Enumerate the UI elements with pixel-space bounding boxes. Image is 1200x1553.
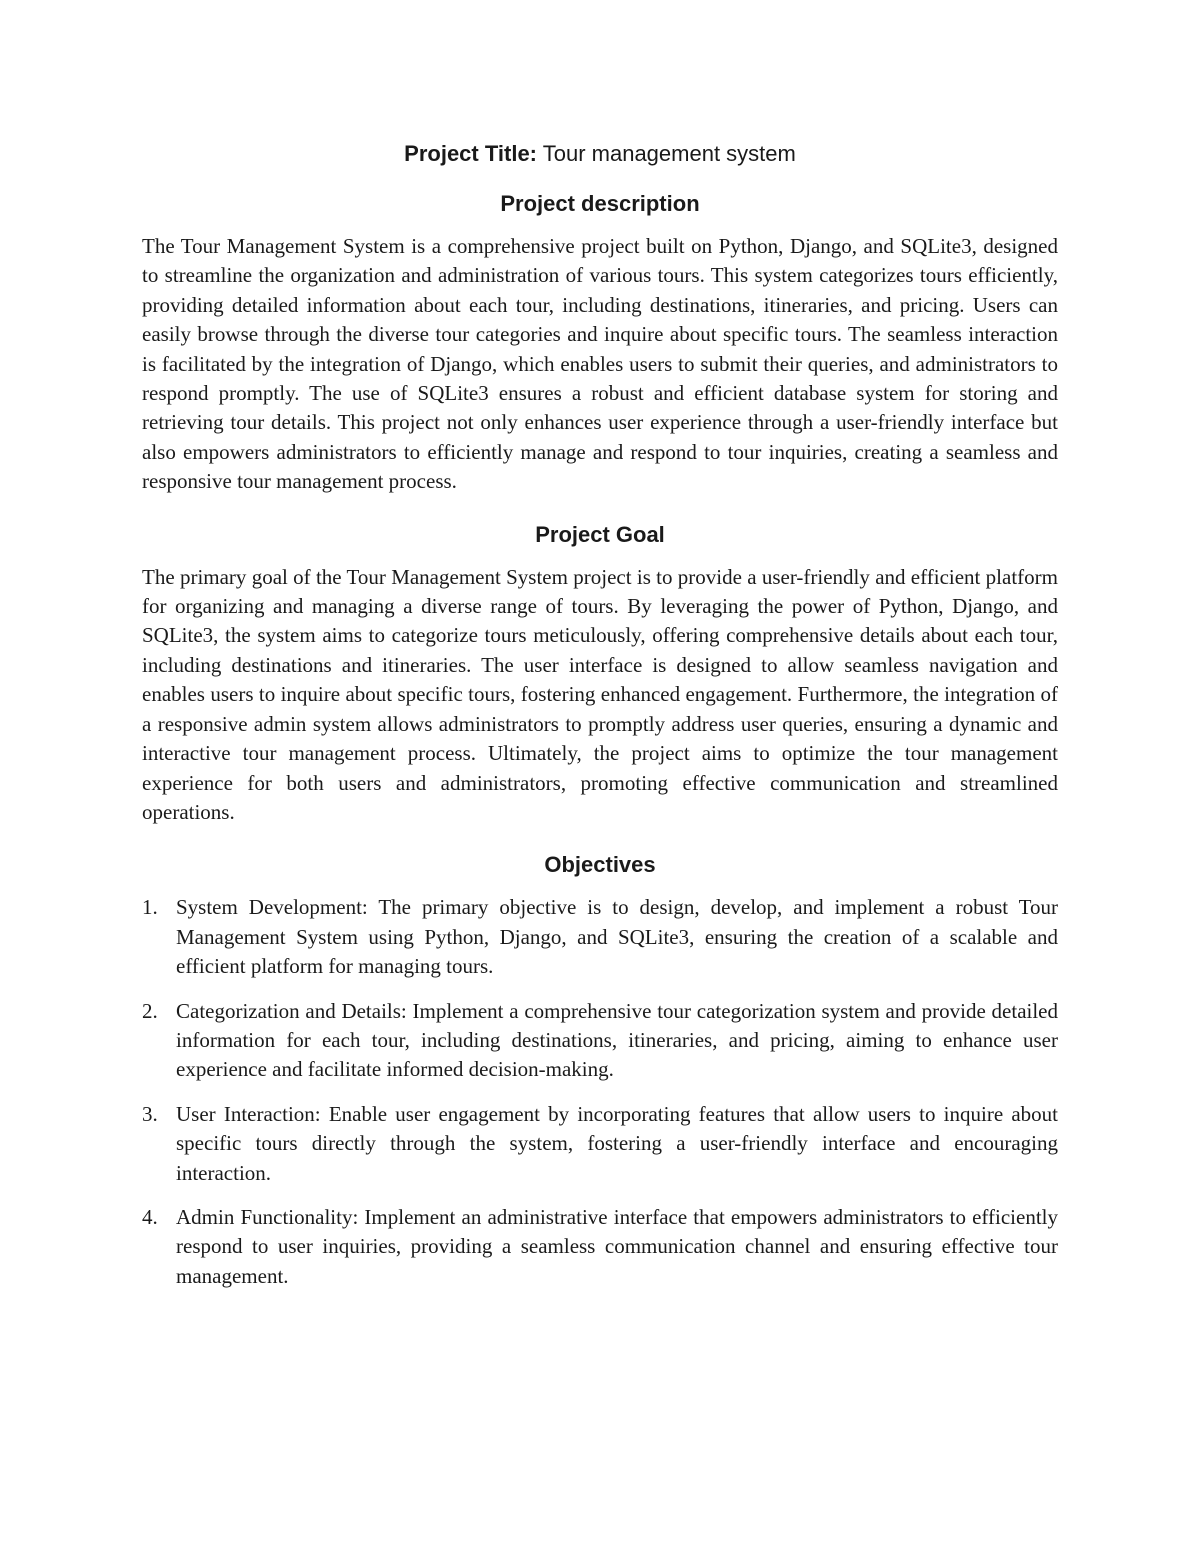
objectives-section bbox=[142, 849, 1058, 1291]
project-title-value: Tour management system bbox=[542, 141, 796, 166]
objective-number: 4. bbox=[142, 1204, 158, 1229]
objective-item bbox=[142, 893, 1058, 981]
objective-item bbox=[142, 997, 1058, 1085]
project-description-text: The Tour Management System is a comprehensive project built on Python, Django, and SQLite3, designed to streamline the organization and administration of various tours. This system categorizes tours efficiently, providing detailed information about each tour, including destinations, itineraries, and pricing. Users can easily browse through the diverse tour categories and inquire about specific tours. The seamless interaction is facilitated by the integration of Django, which enables users to submit their queries, and administrators to respond promptly. The use of SQLite3 ensures a robust and efficient database system for storing and retrieving tour details. This project not only enhances user experience through a user-friendly interface but also empowers administrators to efficiently manage and respond to tour inquiries, creating a seamless and responsive tour management process. bbox=[142, 234, 1058, 494]
project-description-section bbox=[142, 188, 1058, 497]
objectives-list bbox=[142, 893, 1058, 1291]
document-page bbox=[142, 138, 1058, 1306]
project-goal-heading: Project Goal bbox=[535, 521, 665, 547]
objectives-heading: Objectives bbox=[544, 852, 656, 878]
objective-item bbox=[142, 1100, 1058, 1188]
project-goal-text: The primary goal of the Tour Management System project is to provide a user-friendly and efficient platform for organizing and managing a diverse range of tours. By leveraging the power of Python, Django, and SQLite3, the system aims to categorize tours meticulously, offering comprehensive details about each tour, including destinations and itineraries. The user interface is designed to allow seamless navigation and enables users to inquire about specific tours, fostering enhanced engagement. Furthermore, the integration of a responsive admin system allows administrators to promptly address user queries, ensuring a dynamic and interactive tour management process. Ultimately, the project aims to optimize the tour management experience for both users and administrators, promoting effective communication and streamlined operations. bbox=[142, 564, 1058, 824]
objective-number: 2. bbox=[142, 998, 158, 1023]
objective-text: Admin Functionality: Implement an administrative interface that empowers administrators to efficiently respond to user inquiries, providing a seamless communication channel and ensuring effective tour management. bbox=[176, 1204, 1058, 1288]
objective-text: User Interaction: Enable user engagement by incorporating features that allow users to inquire about specific tours directly through the system, fostering a user-friendly interface and encouraging interaction. bbox=[176, 1101, 1058, 1185]
objective-number: 3. bbox=[142, 1101, 158, 1126]
objective-text: System Development: The primary objective is to design, develop, and implement a robust Tour Management System using Python, Django, and SQLite3, ensuring the creation of a scalable and efficient platform for managing tours. bbox=[176, 895, 1058, 979]
objective-number: 1. bbox=[142, 895, 158, 920]
project-goal-section bbox=[142, 519, 1058, 828]
objective-text: Categorization and Details: Implement a comprehensive tour categorization system and provide detailed information for each tour, including destinations, itineraries, and pricing, aiming to enhance user experience and facilitate informed decision-making. bbox=[176, 998, 1058, 1082]
objective-item bbox=[142, 1203, 1058, 1291]
project-title bbox=[142, 138, 1058, 170]
project-title-label: Project Title: bbox=[404, 141, 538, 166]
project-description-heading: Project description bbox=[500, 191, 700, 216]
